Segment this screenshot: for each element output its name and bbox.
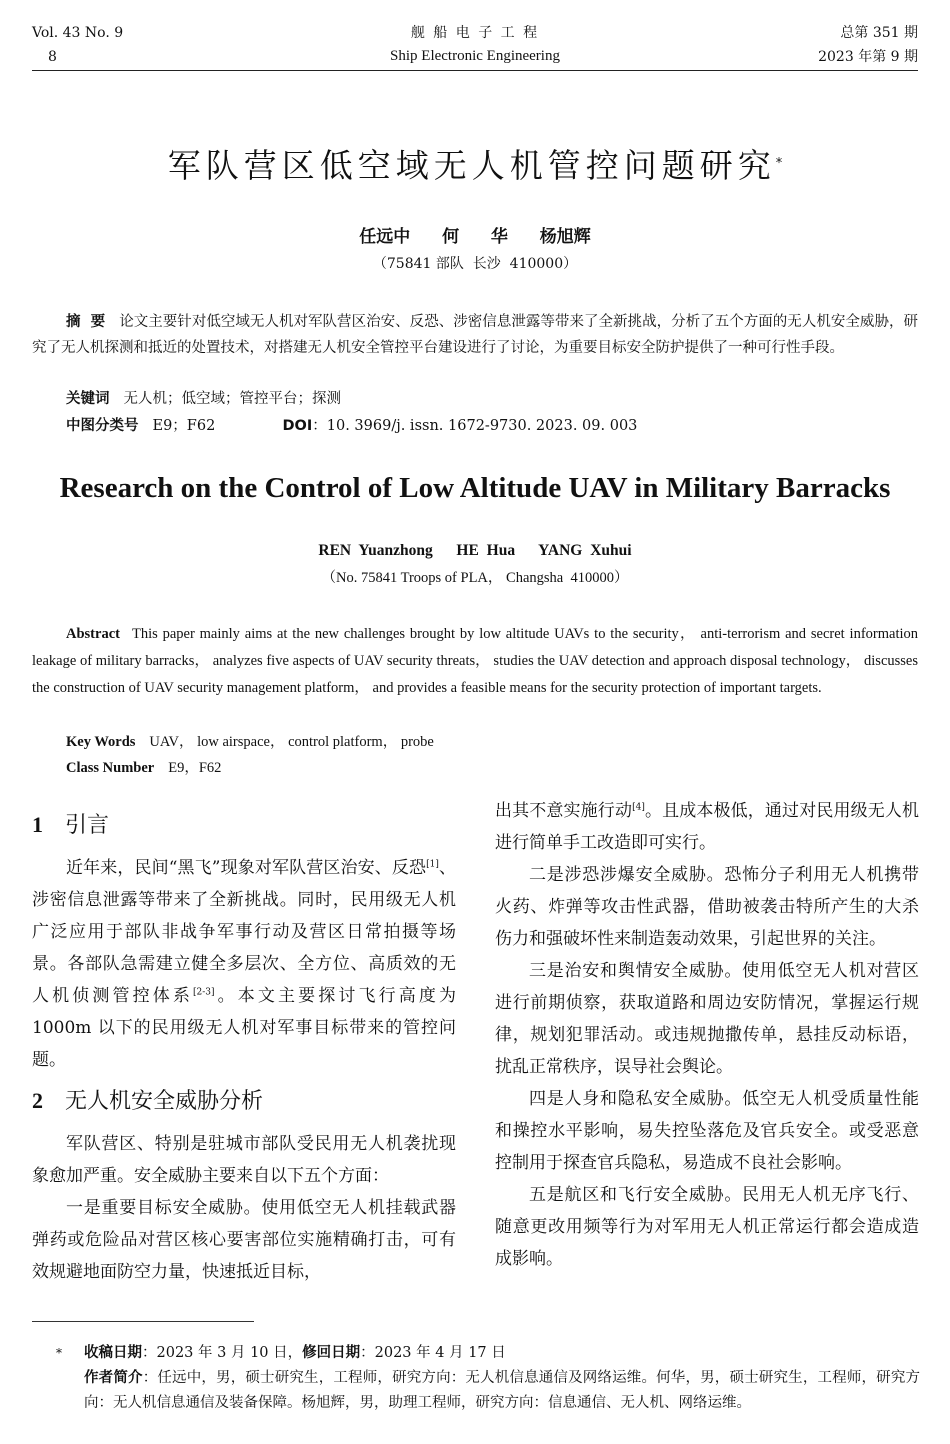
footnote-author-bio [84,1366,920,1416]
section-2-paragraph-3: 二是涉恐涉爆安全威胁。恐怖分子利用无人机携带火药、炸弹等攻击性武器，借助被袭击特所产生的大杀伤力和强破坏性来制造轰动效果，引起世界的关注。 [495,865,919,949]
journal-title-cn: 舰 船 电 子 工 程 [410,25,540,41]
received-label: 收稿日期 [84,1345,142,1361]
article-title-cn-text: 军队营区低空域无人机管控问题研究 [167,146,776,185]
abstract-en-text: This paper mainly aims at the new challenges brought by low altitude UAVs to the security， anti-terrorism and secret information leakage of military barracks， analyzes five aspects of UAV security threats， studies the UAV detection and approach disposal technology， discusses the construction of UAV security management platform， and provides a feasible means for the security protection of important targets. [32,626,918,696]
keywords-cn-label: 关键词 [66,391,110,407]
section-1-heading [32,810,456,841]
citation-4: [4] [632,802,645,813]
abstract-cn-label: 摘 要 [66,314,106,330]
revised-date: ：2023 年 4 月 17 日 [360,1345,506,1361]
keywords-cn [66,387,341,411]
article-title-en: Research on the Control of Low Altitude UAV in Military Barracks [59,472,891,504]
issue-year: 2023 年第 9 期 [818,49,918,65]
abstract-en [32,621,918,702]
citation-1: [1] [426,859,439,870]
class-en-text: E9，F62 [168,760,222,776]
footnote-mark: * [56,1346,62,1360]
author-bio-text: ：任远中，男，硕士研究生，工程师，研究方向：无人机信息通信及网络运维。何华，男，硕士研究生，工程师，研究方向：无人机信息通信及装备保障。杨旭辉，男，助理工程师，研究方向：信息通信、无人机、网络运维。 [84,1370,921,1411]
section-2-paragraph-2: 一是重要目标安全威胁。使用低空无人机挂载武器弹药或危险品对营区核心要害部位实施精确打击，可有效规避地面防空力量，快速抵近目标， [32,1198,456,1282]
page-number: 8 [48,49,57,65]
header-divider [32,70,918,71]
authors-en: REN Yuanzhong HE Hua YANG Xuhui [318,542,632,559]
keywords-cn-text: 无人机；低空域；管控平台；探测 [123,391,341,407]
keywords-en-label: Key Words [66,734,136,750]
revised-label: 修回日期 [302,1345,361,1361]
section-1-title: 引言 [65,813,110,838]
section-1-number: 1 [32,812,43,837]
section-2-paragraph-2-continued [495,795,919,859]
footnote-divider [32,1321,254,1322]
author-bio-label: 作者简介 [84,1370,143,1386]
s1-text-b: 、涉密信息泄露等带来了全新挑战。同时，民用级无人机广泛应用于部队非战争军事行动及营区日常拍摄等场景。各部队急需建立健全多层次、全方位、高质效的无人机侦测管控体系 [32,858,456,1006]
affiliation-cn: （75841 部队 长沙 410000） [372,256,578,272]
footnote-dates [56,1341,920,1366]
body-column-left [32,810,456,1288]
abstract-en-label: Abstract [66,626,120,642]
section-1-paragraph [32,852,456,1076]
keywords-en [66,729,434,755]
received-date: ：2023 年 3 月 10 日， [142,1345,303,1361]
section-2-paragraph-4: 三是治安和舆情安全威胁。使用低空无人机对营区进行前期侦察，获取道路和周边安防情况，掌握运行规律，规划犯罪活动。或违规抛撒传单，悬挂反动标语，扰乱正常秩序，误导社会舆论。 [495,961,919,1077]
class-en-label: Class Number [66,760,155,776]
s1-text-c: 。本文主要探讨飞行高度为 1000m 以下的民用级无人机对军事目标带来的管控问题。 [32,986,457,1070]
section-2-number: 2 [32,1088,43,1113]
section-2-heading [32,1086,456,1117]
class-cn-text: E9；F62 [152,418,216,434]
classification-cn [66,414,637,438]
section-2-paragraph-5: 四是人身和隐私安全威胁。低空无人机受质量性能和操控水平影响，易失控坠落危及官兵安全。或受恶意控制用于探查官兵隐私，易造成不良社会影响。 [495,1089,919,1173]
s1-text-a: 近年来，民间“黑飞”现象对军队营区治安、反恐 [66,858,427,878]
class-cn-label: 中图分类号 [66,418,139,434]
abstract-cn [32,309,918,361]
article-title-cn [0,142,950,190]
section-2-paragraph-1: 军队营区、特别是驻城市部队受民用无人机袭扰现象愈加严重。安全威胁主要来自以下五个方面： [32,1134,456,1186]
s2-cont-text-b: 。且成本极低，通过对民用级无人机进行简单手工改造即可实行。 [495,801,920,853]
abstract-cn-text: 论文主要针对低空域无人机对军队营区治安、反恐、涉密信息泄露等带来了全新挑战，分析了五个方面的无人机安全威胁，研究了无人机探测和抵近的处置技术，对搭建无人机安全管控平台建设进行了讨论，为重要目标安全防护提供了一种可行性手段。 [32,314,918,356]
s2-cont-text-a: 出其不意实施行动 [495,801,633,821]
classification-en [66,755,221,781]
citation-2-3: [2-3] [193,987,215,998]
journal-title-en: Ship Electronic Engineering [390,48,560,64]
section-2-paragraph-6: 五是航区和飞行安全威胁。民用无人机无序飞行、随意更改用频等行为对军用无人机正常运行都会造成造成影响。 [495,1185,919,1269]
affiliation-en: （No. 75841 Troops of PLA， Changsha 410000） [321,570,629,586]
issue-total: 总第 351 期 [840,25,918,41]
title-footnote-mark: * [775,156,783,171]
body-column-right [495,795,919,1275]
keywords-en-text: UAV， low airspace， control platform， probe [149,734,434,750]
authors-cn: 任远中 何 华 杨旭辉 [359,227,591,247]
section-2-title: 无人机安全威胁分析 [65,1089,264,1114]
doi-value: ：10. 3969/j. issn. 1672-9730. 2023. 09. 003 [312,418,638,434]
volume-number: Vol. 43 No. 9 [32,25,124,41]
doi-label: DOI [282,418,313,434]
